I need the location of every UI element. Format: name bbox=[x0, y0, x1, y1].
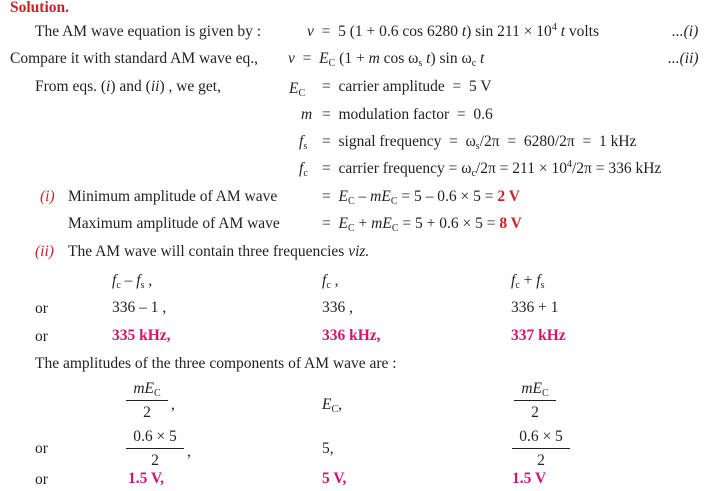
amp-carrier-symbolic: $E_C$, bbox=[322, 396, 343, 415]
am-wave-intro: The AM wave equation is given by : bbox=[35, 23, 261, 40]
amp-result-upper: 1.5 V bbox=[512, 470, 547, 487]
fc-symbol: $f_c$ bbox=[299, 160, 308, 179]
standard-am-equation: $v = E_C$ (1 + m $\cos \omega_s$ t) $\sin \omega_c$ t bbox=[288, 50, 485, 69]
part-ii-label: (ii) bbox=[35, 243, 54, 260]
ec-row: $E_C$ bbox=[289, 80, 306, 99]
min-amplitude-equation: = $E_C - mE_C = 5 - 0.6 \times 5 = 2$ V bbox=[322, 188, 520, 207]
min-amplitude-answer: 2 V bbox=[497, 188, 520, 205]
am-wave-equation: v = 5 (1 + 0.6 cos 6280 t) $\sin 211 \times 10^4$ t volts bbox=[307, 22, 600, 40]
ec-definition: = carrier amplitude = 5 V bbox=[322, 78, 492, 95]
fs-definition: = signal frequency = $\omega_s/2\pi = 6280/2\pi = 1$ kHz bbox=[322, 133, 637, 152]
amplitudes-intro: The amplitudes of the three components of AM wave are : bbox=[35, 355, 397, 372]
amp-result-carrier: 5 V, bbox=[322, 470, 347, 487]
comma-1: , bbox=[171, 396, 175, 413]
max-amplitude-text: Maximum amplitude of AM wave bbox=[68, 215, 280, 232]
or-label-3: or bbox=[35, 440, 48, 457]
m-definition: = modulation factor = 0.6 bbox=[322, 106, 493, 123]
amp-carrier-numeric: 5, bbox=[322, 440, 334, 457]
m-symbol: m bbox=[301, 106, 313, 123]
amp-numeric-upper-den: 2 bbox=[537, 451, 545, 469]
frequencies-intro: The AM wave will contain three frequencies viz. bbox=[68, 243, 370, 260]
equation-tag-ii: ...(ii) bbox=[668, 50, 699, 67]
standard-am-intro: Compare it with standard AM wave eq., bbox=[10, 50, 258, 67]
fs-symbol: $f_s$ bbox=[299, 133, 308, 152]
amp-numeric-lower-num: 0.6 × 5 bbox=[133, 428, 177, 445]
amp-numeric-lower bbox=[126, 429, 184, 468]
comma-2: , bbox=[187, 443, 191, 460]
freq-result-upper: 337 kHz bbox=[511, 327, 566, 344]
min-amplitude-text: Minimum amplitude of AM wave bbox=[68, 188, 278, 205]
max-amplitude-equation: = $E_C + mE_C = 5 + 0.6 \times 5 = 8$ V bbox=[322, 215, 522, 234]
amp-numeric-upper-num: 0.6 × 5 bbox=[519, 428, 563, 445]
solution-heading: Solution. bbox=[10, 0, 70, 16]
freq-header-upper: $f_c + f_s$ bbox=[511, 272, 545, 291]
amp-numeric-lower-den: 2 bbox=[151, 451, 159, 469]
freq-result-carrier: 336 kHz, bbox=[322, 327, 381, 344]
amp-numeric-upper bbox=[512, 429, 570, 468]
part-i-label: (i) bbox=[40, 188, 55, 205]
amp-result-lower: 1.5 V, bbox=[128, 470, 165, 487]
max-amplitude-answer: 8 V bbox=[499, 215, 522, 232]
freq-value-upper: 336 + 1 bbox=[511, 299, 559, 316]
fc-definition: = carrier frequency = $\omega_c/2\pi = 211 \times 10^4/2\pi = 336$ kHz bbox=[322, 159, 662, 179]
amp-fraction-upper: $mE_C$ 2 bbox=[514, 381, 556, 420]
equation-tag-i: ...(i) bbox=[672, 23, 699, 40]
freq-value-lower: 336 – 1 , bbox=[112, 299, 167, 316]
freq-header-carrier: $f_c$ , bbox=[322, 272, 339, 291]
freq-result-lower: 335 kHz, bbox=[112, 327, 171, 344]
or-label-2: or bbox=[35, 328, 48, 345]
amp-fraction-lower: $mE_C$ 2 bbox=[126, 381, 168, 420]
or-label-4: or bbox=[35, 471, 48, 488]
or-label-1: or bbox=[35, 300, 48, 317]
comparison-intro: From eqs. (i) and (ii) , we get, bbox=[35, 78, 221, 95]
freq-header-lower: $f_c - f_s$ , bbox=[112, 272, 153, 291]
freq-value-carrier: 336 , bbox=[322, 299, 353, 316]
